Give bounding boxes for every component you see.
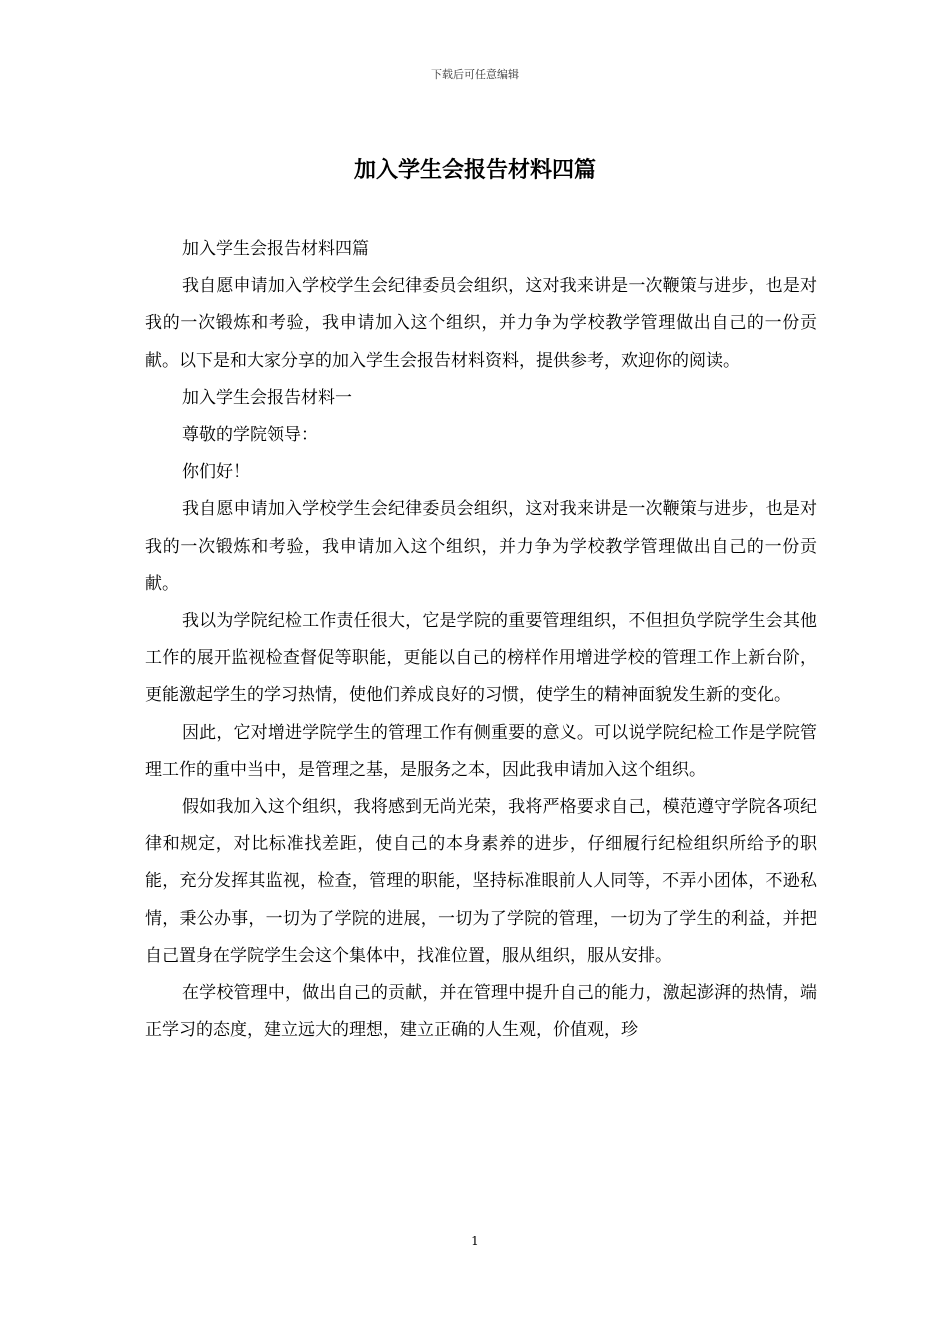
paragraph-body: 我以为学院纪检工作责任很大，它是学院的重要管理组织，不但担负学院学生会其他工作的展开监视检查督促等职能，更能以自己的榜样作用增进学校的管理工作上新台阶，更能激起学生的学习热情，使他们养成良好的习惯，使学生的精神面貌发生新的变化。 — [145, 611, 817, 706]
paragraph-body: 因此，它对增进学院学生的管理工作有侧重要的意义。可以说学院纪检工作是学院管理工作的重中当中，是管理之基，是服务之本，因此我申请加入这个组织。 — [145, 722, 817, 780]
document-title: 加入学生会报告材料四篇 — [353, 157, 596, 183]
paragraph-greeting: 你们好！ — [182, 462, 250, 483]
page-header-note: 下载后可任意编辑 — [431, 68, 519, 81]
paragraph-body: 假如我加入这个组织，我将感到无尚光荣，我将严格要求自己，模范遵守学院各项纪律和规定，对比标准找差距，使自己的本身素养的进步，仔细履行纪检组织所给予的职能，充分发挥其监视，检查，管理的职能，坚持标准眼前人人同等，不弄小团体，不逊私情，秉公办事，一切为了学院的进展，一切为了学院的管理，一切为了学生的利益，并把自己置身在学院学生会这个集体中，找准位置，服从组织，服从安排。 — [145, 797, 817, 966]
paragraph-section-heading: 加入学生会报告材料一 — [182, 387, 352, 408]
paragraph-intro: 我自愿申请加入学校学生会纪律委员会组织，这对我来讲是一次鞭策与进步，也是对我的一次锻炼和考验，我申请加入这个组织，并力争为学校教学管理做出自己的一份贡献。以下是和大家分享的加入学生会报告材料资料，提供参考，欢迎你的阅读。 — [145, 276, 817, 371]
paragraph-body: 我自愿申请加入学校学生会纪律委员会组织，这对我来讲是一次鞭策与进步，也是对我的一次锻炼和考验，我申请加入这个组织，并力争为学校教学管理做出自己的一份贡献。 — [145, 499, 817, 594]
paragraph-body: 在学校管理中，做出自己的贡献，并在管理中提升自己的能力，激起澎湃的热情，端正学习的态度，建立远大的理想，建立正确的人生观，价值观，珍 — [145, 983, 817, 1041]
paragraph-subtitle: 加入学生会报告材料四篇 — [182, 239, 369, 259]
page-number: 1 — [471, 1234, 479, 1248]
paragraph-salutation: 尊敬的学院领导： — [182, 425, 318, 446]
document-body — [145, 231, 817, 1049]
